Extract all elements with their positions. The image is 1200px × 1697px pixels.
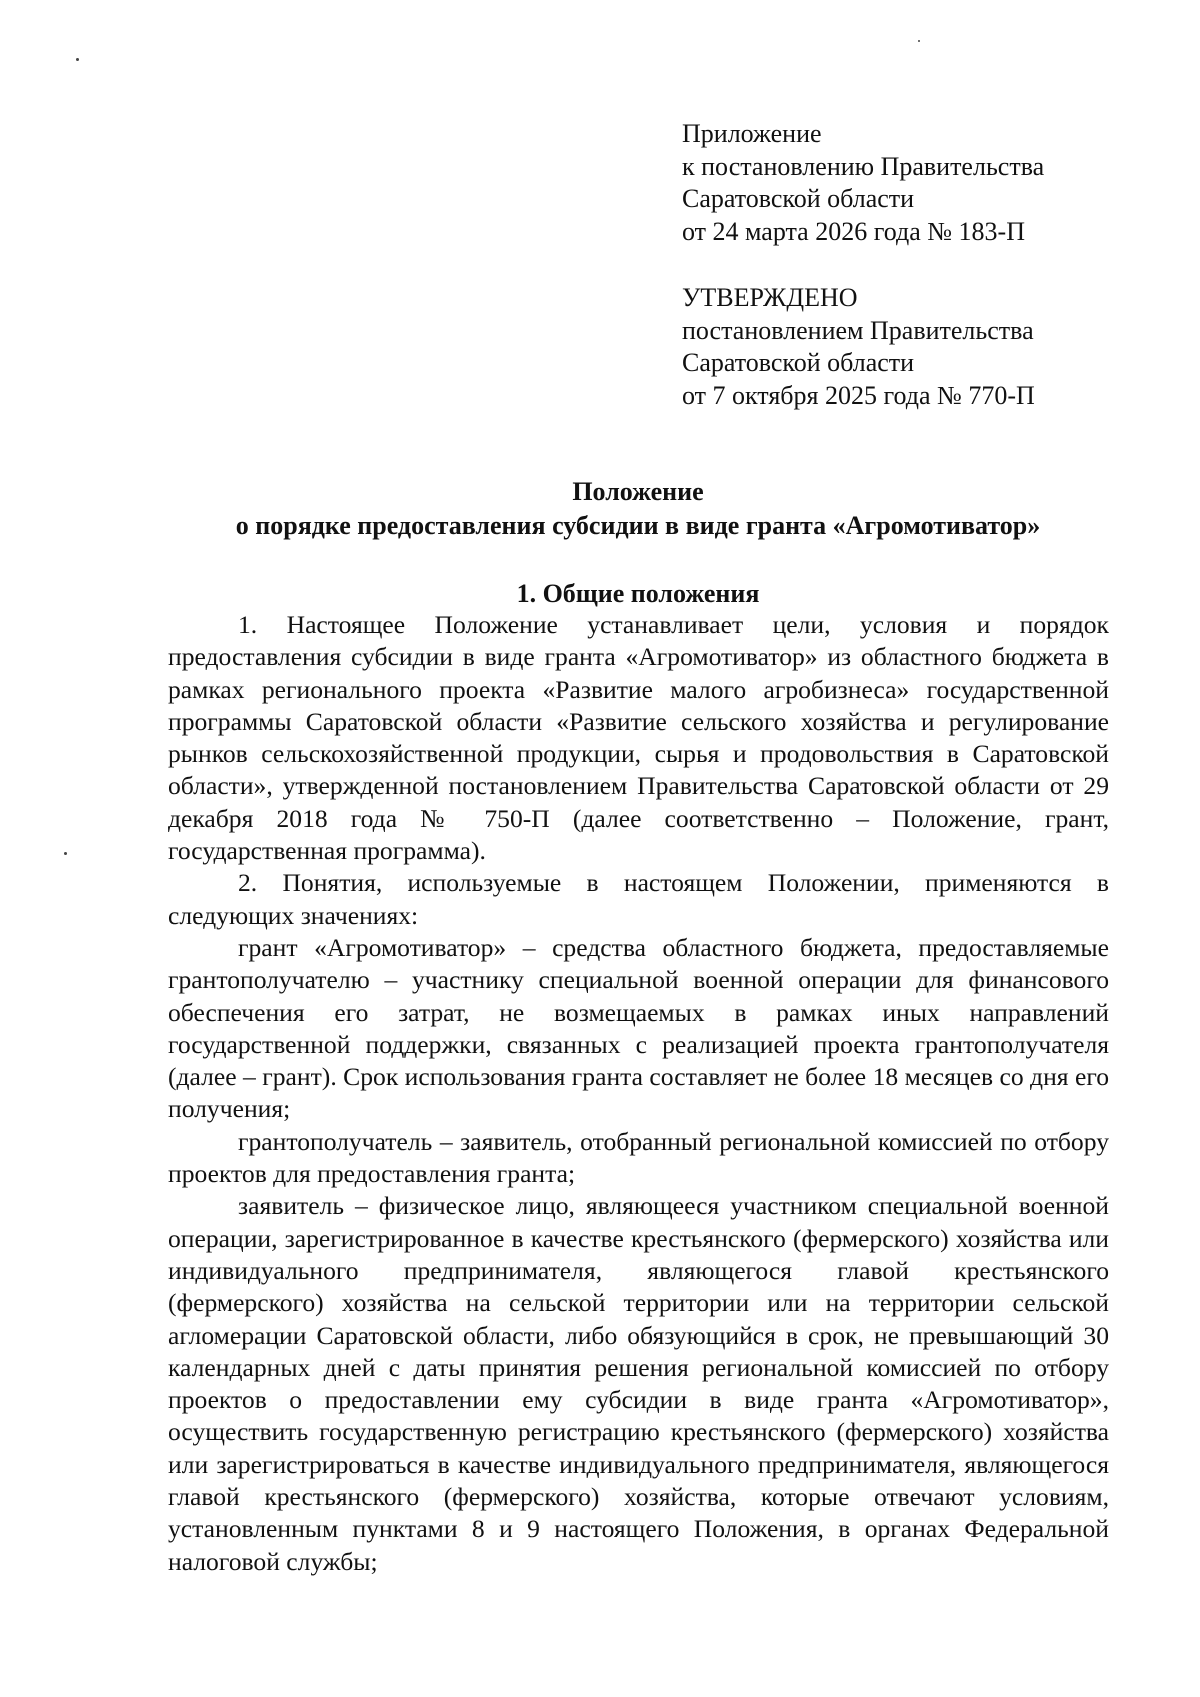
- scan-speck: [918, 40, 920, 42]
- paragraph: 2. Понятия, используемые в настоящем Положении, применяются в следующих значениях:: [168, 868, 1109, 930]
- paragraph: грантополучатель – заявитель, отобранный региональной комиссией по отбору проектов для предоставления гранта;: [168, 1126, 1109, 1189]
- appendix-line: Приложение: [682, 119, 822, 148]
- approval-line: от 7 октября 2025 года № 770-П: [682, 380, 1035, 410]
- document-body: [168, 609, 1109, 1578]
- appendix-line: Саратовской области: [682, 184, 915, 213]
- approval-line: постановлением Правительства: [682, 315, 1034, 345]
- section-heading: 1. Общие положения: [516, 579, 760, 608]
- paragraph: 1. Настоящее Положение устанавливает цели, условия и порядок предоставления субсидии в виде гранта «Агромотиватор» из областного бюджета в рамках регионального проекта «Развитие малого агробизнеса» государственной программы Саратовской области «Развитие сельского хозяйства и регулирование рынков сельскохозяйственной продукции, сырья и продовольствия в Саратовской области», утвержденной постановлением Правительства Саратовской области от 29 декабря 2018 года № 750-П (далее соответственно – Положение, грант, государственная программа).: [168, 610, 1109, 866]
- document-title-line: Положение: [572, 477, 704, 506]
- approval-block: [682, 282, 1122, 412]
- approval-line: Саратовской области: [682, 348, 915, 377]
- approval-line: УТВЕРЖДЕНО: [682, 283, 858, 312]
- appendix-line: к постановлению Правительства: [682, 151, 1045, 181]
- document-subtitle-line: о порядке предоставления субсидии в виде гранта «Агромотиватор»: [235, 511, 1041, 540]
- appendix-block: [682, 118, 1122, 248]
- paragraph: грант «Агромотиватор» – средства областного бюджета, предоставляемые грантополучателю – участнику специальной военной операции для финансового обеспечения его затрат, не возмещаемых в рамках иных направлений государственной поддержки, связанных с реализацией проекта грантополучателя (далее – грант). Срок использования гранта составляет не более 18 месяцев со дня его получения;: [168, 932, 1109, 1124]
- paragraph: заявитель – физическое лицо, являющееся участником специальной военной операции, зарегистрированное в качестве крестьянского (фермерского) хозяйства или индивидуального предпринимателя, являющегося главой крестьянского (фермерского) хозяйства на сельской территории или на территории сельской агломерации Саратовской области, либо обязующийся в срок, не превышающий 30 календарных дней с даты принятия решения региональной комиссией по отбору проектов о предоставлении ему субсидии в виде гранта «Агромотиватор», осуществить государственную регистрацию крестьянского (фермерского) хозяйства или зарегистрироваться в качестве индивидуального предпринимателя, являющегося главой крестьянского (фермерского) хозяйства, которые отвечают условиям, установленным пунктами 8 и 9 настоящего Положения, в органах Федеральной налоговой службы;: [168, 1191, 1109, 1576]
- scan-speck: [76, 58, 79, 61]
- appendix-line: от 24 марта 2026 года № 183-П: [682, 216, 1025, 246]
- scan-speck: [64, 852, 67, 855]
- document-title: [168, 475, 1108, 543]
